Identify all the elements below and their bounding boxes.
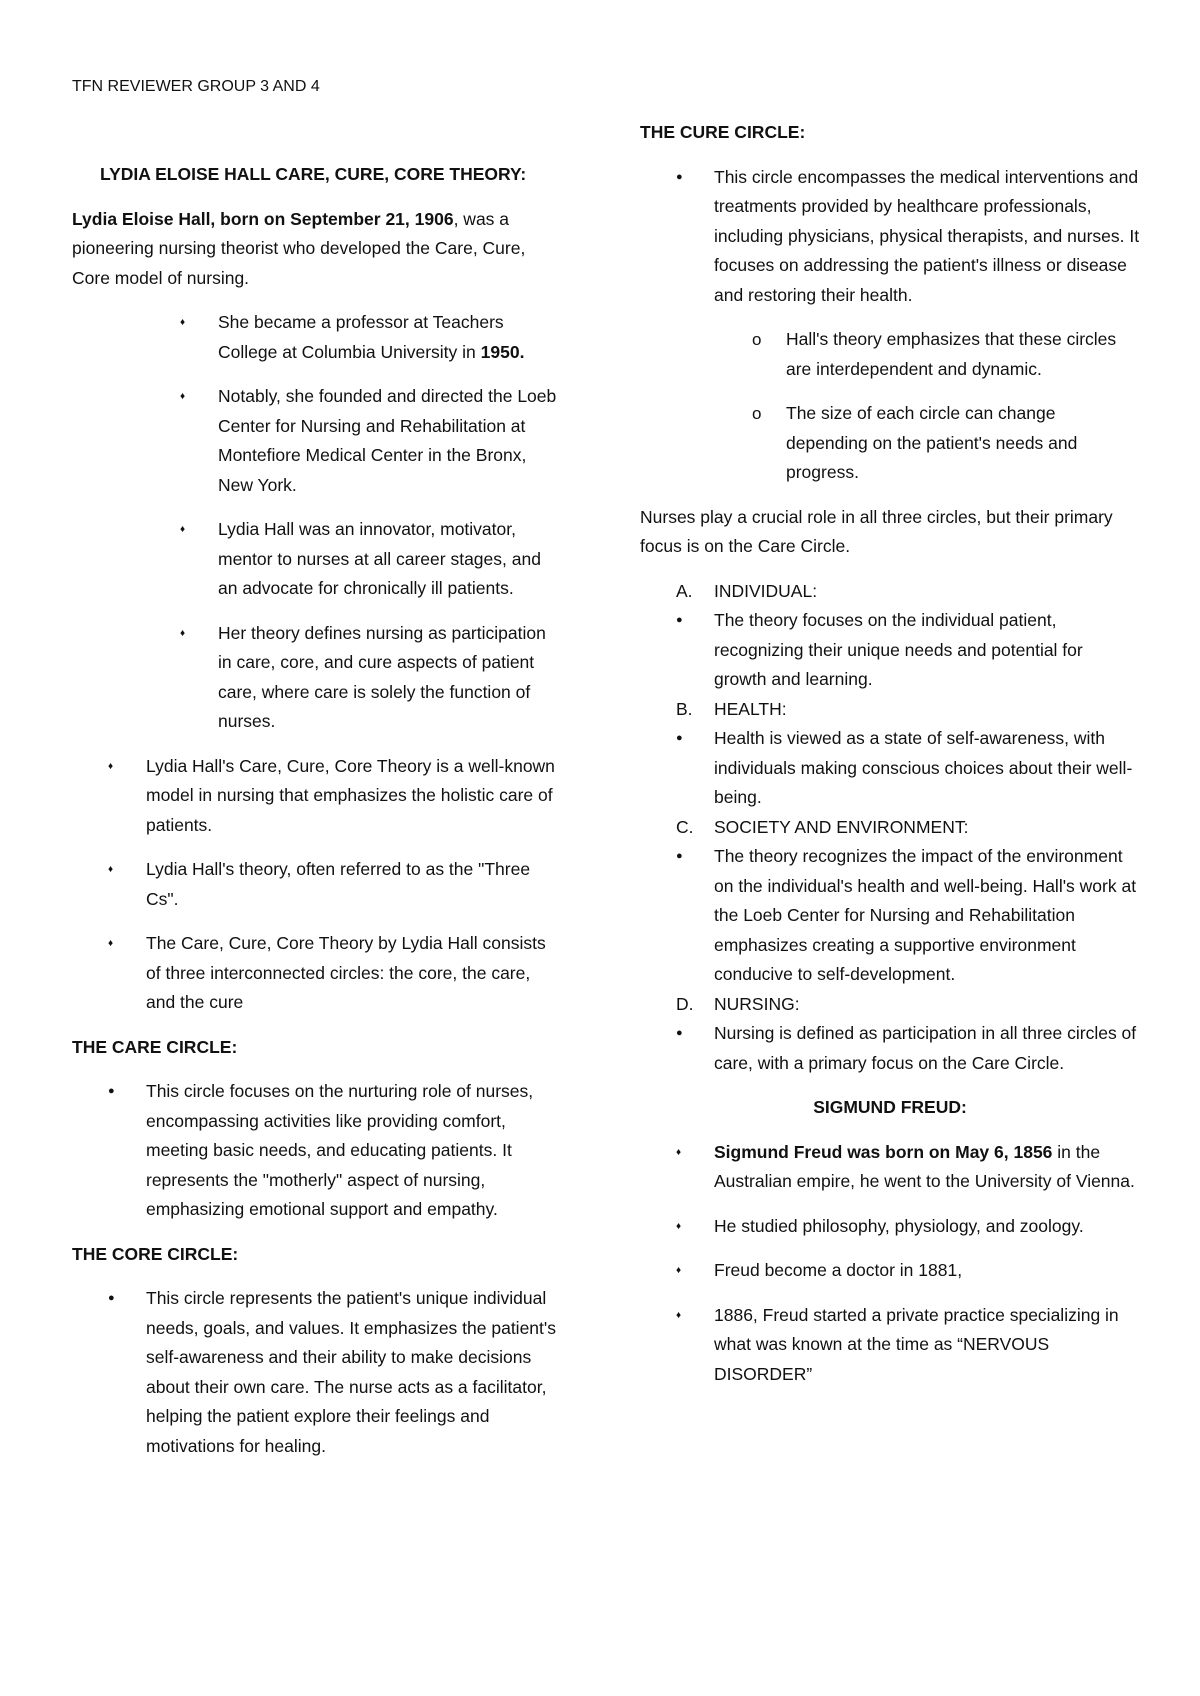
list-item: ♦ Lydia Hall's theory, often referred to as the "Three Cs". — [72, 855, 562, 914]
cure-circle-list — [640, 163, 1140, 311]
list-item: ● This circle focuses on the nurturing role of nurses, encompassing activities like providing comfort, meeting basic needs, and educating patients. It represents the "motherly" aspect of nursing, emphasizing emotional support and empathy. — [72, 1077, 562, 1225]
list-item: ♦ The Care, Cure, Core Theory by Lydia Hall consists of three interconnected circles: the core, the care, and the cure — [72, 929, 562, 1018]
freud-heading: SIGMUND FREUD: — [813, 1097, 967, 1117]
list-item: ● This circle encompasses the medical interventions and treatments provided by healthcare professionals, including physicians, physical therapists, and nurses. It focuses on addressing the patient's illness or disease and restoring their health. — [640, 163, 1140, 311]
core-circle-heading: THE CORE CIRCLE: — [72, 1243, 239, 1264]
list-item: o The size of each circle can change depending on the patient's needs and progress. — [640, 399, 1140, 488]
list-item: ● Nursing is defined as participation in all three circles of care, with a primary focus on the Care Circle. — [640, 1019, 1140, 1078]
list-item: ♦ Sigmund Freud was born on May 6, 1856 in the Australian empire, he went to the University of Vienna. — [640, 1138, 1140, 1197]
list-item: ♦ Notably, she founded and directed the Loeb Center for Nursing and Rehabilitation at Montefiore Medical Center in the Bronx, New York. — [72, 382, 562, 500]
metaparadigm-label-environment: C. SOCIETY AND ENVIRONMENT: — [676, 816, 969, 837]
care-circle-list — [72, 1077, 562, 1225]
list-item: ● This circle represents the patient's unique individual needs, goals, and values. It emphasizes the patient's self-awareness and their ability to make decisions about their own care. The nurse acts as a facilitator, helping the patient explore their feelings and motivations for healing. — [72, 1284, 562, 1461]
list-item: ♦ 1886, Freud started a private practice specializing in what was known at the time as “NERVOUS DISORDER” — [640, 1301, 1140, 1390]
bio-sub-bullets — [72, 308, 562, 737]
cure-circle-sub-points — [640, 325, 1140, 488]
core-circle-list — [72, 1284, 562, 1461]
theory-main-bullets — [72, 752, 562, 1018]
care-circle-heading: THE CARE CIRCLE: — [72, 1036, 238, 1057]
list-item: o Hall's theory emphasizes that these circles are interdependent and dynamic. — [640, 325, 1140, 384]
list-item: ● Health is viewed as a state of self-awareness, with individuals making conscious choices about their well-being. — [640, 724, 1140, 813]
list-item: ● The theory focuses on the individual patient, recognizing their unique needs and potential for growth and learning. — [640, 606, 1140, 695]
list-item: ♦ Lydia Hall's Care, Cure, Core Theory is a well-known model in nursing that emphasizes the holistic care of patients. — [72, 752, 562, 841]
page-header: TFN REVIEWER GROUP 3 AND 4 — [72, 78, 320, 95]
list-item: ♦ Lydia Hall was an innovator, motivator, mentor to nurses at all career stages, and an advocate for chronically ill patients. — [72, 515, 562, 604]
left-column — [72, 160, 562, 1476]
list-item: ♦ Freud become a doctor in 1881, — [640, 1256, 1140, 1286]
intro-bold: Lydia Eloise Hall, born on September 21, 1906 — [72, 208, 454, 229]
nurses-role-paragraph: Nurses play a crucial role in all three circles, but their primary focus is on the Care Circle. — [640, 506, 1113, 556]
list-item: ● The theory recognizes the impact of the environment on the individual's health and well-being. Hall's work at the Loeb Center for Nursing and Rehabilitation emphasizes creating a supportive environment conducive to self-development. — [640, 842, 1140, 990]
list-item: ♦ She became a professor at Teachers College at Columbia University in 1950. — [72, 308, 562, 367]
cure-circle-heading: THE CURE CIRCLE: — [640, 122, 806, 142]
metaparadigm-list — [640, 577, 1140, 1079]
list-item: ♦ Her theory defines nursing as participation in care, core, and cure aspects of patient care, where care is solely the function of nurses. — [72, 619, 562, 737]
metaparadigm-label-health: B. HEALTH: — [676, 698, 787, 719]
intro-rest: , was a pioneering nursing theorist who developed the Care, Cure, Core model of nursing. — [72, 208, 526, 288]
metaparadigm-label-nursing: D. NURSING: — [676, 993, 800, 1014]
freud-bullets — [640, 1138, 1140, 1390]
right-column — [640, 118, 1140, 1404]
intro-paragraph — [72, 205, 562, 294]
theory-title: LYDIA ELOISE HALL CARE, CURE, CORE THEORY: — [100, 164, 527, 184]
list-item: ♦ He studied philosophy, physiology, and zoology. — [640, 1212, 1140, 1242]
metaparadigm-label-individual: A. INDIVIDUAL: — [676, 580, 818, 601]
